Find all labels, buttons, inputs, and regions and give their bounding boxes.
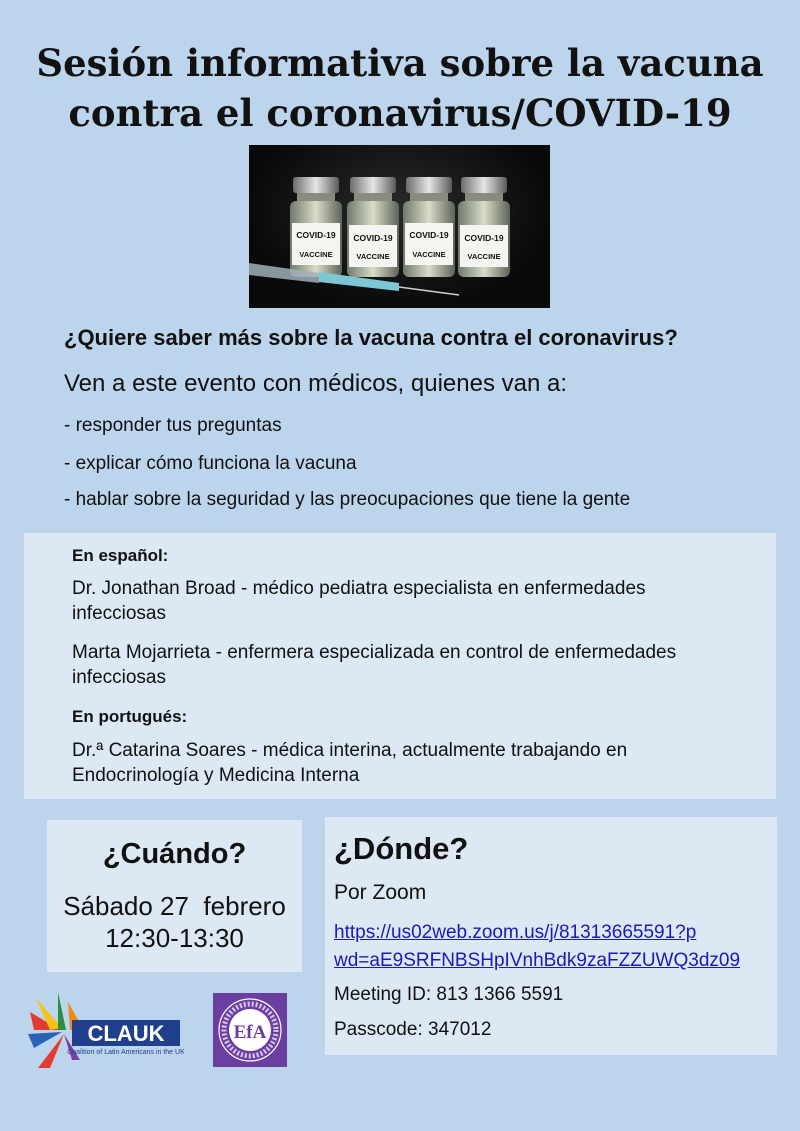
vial-2-sublabel: VACCINE — [356, 252, 390, 261]
vial-1-sublabel: VACCINE — [299, 250, 333, 259]
speaker-broad-line-1: Dr. Jonathan Broad - médico pediatra especialista en enfermedades — [72, 578, 646, 599]
vial-1 — [290, 177, 342, 277]
when-details — [47, 890, 302, 954]
speaker-mojarrieta-line-1: Marta Mojarrieta - enfermera especializada en control de enfermedades — [72, 642, 677, 663]
speaker-mojarrieta-line-2: infecciosas — [72, 667, 166, 688]
bullet-item: - hablar sobre la seguridad y las preocupaciones que tiene la gente — [64, 489, 631, 510]
zoom-link-line-2[interactable]: wd=aE9SRFNBSHpIVnhBdk9zaFZZUWQ3dz09 — [334, 950, 741, 971]
vial-2-label: COVID-19 — [353, 233, 393, 243]
zoom-link[interactable] — [334, 919, 759, 975]
where-panel — [325, 817, 777, 1055]
vaccine-vials-photo — [249, 145, 550, 308]
passcode: Passcode: 347012 — [334, 1019, 492, 1040]
speaker-soares-line-2: Endocrinología y Medicina Interna — [72, 765, 360, 786]
clauk-wordmark: CLAUK — [87, 1021, 165, 1046]
when-panel — [47, 820, 302, 972]
event-date: Sábado 27 febrero — [63, 891, 286, 921]
bullet-item: - explicar cómo funciona la vacuna — [64, 453, 357, 474]
vial-3-label: COVID-19 — [409, 230, 449, 240]
vial-4-label: COVID-19 — [464, 233, 504, 243]
title-line-2: contra el coronavirus/COVID-19 — [68, 91, 732, 135]
spanish-heading: En español: — [72, 546, 169, 565]
vial-2 — [347, 177, 399, 277]
efa-logo — [213, 993, 287, 1067]
speaker-soares-line-1: Dr.ª Catarina Soares - médica interina, actualmente trabajando en — [72, 740, 628, 761]
vial-4 — [458, 177, 510, 277]
where-heading: ¿Dónde? — [334, 831, 469, 866]
speakers-panel — [24, 533, 776, 799]
when-heading: ¿Cuándo? — [102, 838, 247, 870]
meeting-id: Meeting ID: 813 1366 5591 — [334, 984, 564, 1005]
vial-3 — [403, 177, 455, 277]
clauk-subtitle: Coalition of Latin Americans in the UK — [67, 1049, 184, 1056]
clauk-logo — [24, 990, 184, 1070]
where-platform: Por Zoom — [334, 881, 427, 904]
vial-4-sublabel: VACCINE — [467, 252, 501, 261]
efa-letters: EfA — [233, 1022, 267, 1043]
vial-1-label: COVID-19 — [296, 230, 336, 240]
vial-3-sublabel: VACCINE — [412, 250, 446, 259]
page-title — [0, 38, 800, 138]
speaker-broad-line-2: infecciosas — [72, 603, 166, 624]
portuguese-heading: En portugués: — [72, 707, 188, 726]
bullet-item: - responder tus preguntas — [64, 415, 282, 436]
title-line-1: Sesión informativa sobre la vacuna — [36, 41, 764, 85]
intro-text: Ven a este evento con médicos, quienes van a: — [64, 370, 568, 397]
zoom-link-line-1[interactable]: https://us02web.zoom.us/j/81313665591?p — [334, 922, 697, 943]
question-heading: ¿Quiere saber más sobre la vacuna contra el coronavirus? — [64, 325, 678, 350]
event-time: 12:30-13:30 — [105, 923, 244, 953]
